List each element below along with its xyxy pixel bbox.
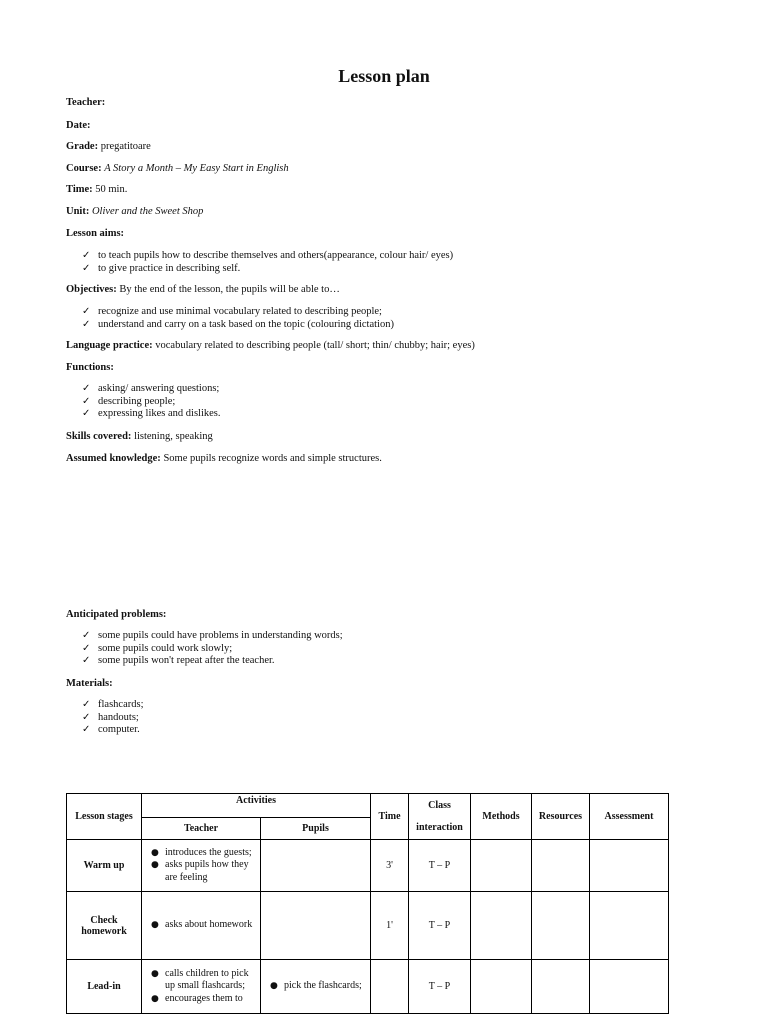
- header-class: Class: [428, 800, 451, 811]
- page-title: Lesson plan: [338, 66, 430, 86]
- check-icon: ✓: [82, 306, 91, 317]
- table-row: [67, 960, 669, 1014]
- assessment-cell: [590, 892, 669, 960]
- assessment-cell: [590, 840, 669, 892]
- time-cell: [371, 960, 409, 1014]
- unit-line: [66, 206, 203, 217]
- check-icon: ✓: [82, 642, 91, 654]
- header-teacher: Teacher: [142, 818, 261, 840]
- bullet-icon: ●: [151, 968, 159, 979]
- unit-label: Unit:: [66, 206, 90, 217]
- list-item: ✓ recognize and use minimal vocabulary related to describing people;: [82, 306, 382, 317]
- assumed-value: Some pupils recognize words and simple structures.: [163, 453, 382, 464]
- teacher-cell: [142, 892, 261, 960]
- list-item: ✓ asking/ answering questions;: [82, 383, 220, 394]
- pupils-cell: [261, 960, 371, 1014]
- methods-cell: [471, 892, 532, 960]
- list-item: ✓ some pupils could work slowly;: [82, 642, 233, 654]
- list-item: ● calls children to pick up small flashcards;: [151, 967, 249, 992]
- functions-label: Functions:: [66, 362, 114, 373]
- teacher-cell: [142, 840, 261, 892]
- list-item: ✓ computer.: [82, 724, 140, 736]
- list-item: ✓ describing people;: [82, 395, 176, 407]
- assumed-line: [66, 453, 382, 464]
- table-row: [67, 892, 669, 960]
- assessment-cell: [590, 960, 669, 1014]
- check-icon: ✓: [82, 318, 91, 330]
- time-value: 50 min.: [95, 184, 128, 195]
- interaction-cell: T – P: [409, 892, 471, 960]
- check-icon: ✓: [82, 724, 91, 736]
- language-line: [66, 340, 475, 351]
- teacher-cell: [142, 960, 261, 1014]
- table-header-row: [67, 794, 669, 818]
- grade-line: [66, 141, 151, 152]
- check-icon: ✓: [82, 250, 91, 261]
- grade-value: pregatitoare: [100, 141, 151, 152]
- course-line: [66, 163, 289, 174]
- aims-label: Lesson aims:: [66, 228, 125, 239]
- language-value: vocabulary related to describing people (tall/ short; thin/ chubby; hair; eyes): [155, 340, 475, 351]
- list-item: ✓ to give practice in describing self.: [82, 262, 241, 274]
- stage-cell: Lead-in: [67, 960, 142, 1014]
- functions-list: [82, 383, 220, 421]
- pupils-cell: [261, 840, 371, 892]
- header-time: Time: [371, 794, 409, 840]
- objectives-list: [82, 306, 394, 331]
- header-pupils: Pupils: [261, 818, 371, 840]
- list-item: ✓ to teach pupils how to describe themselves and others(appearance, colour hair/ eyes): [82, 250, 454, 261]
- list-item: ● pick the flashcards;: [270, 980, 362, 992]
- check-icon: ✓: [82, 630, 91, 641]
- materials-line: [66, 678, 113, 689]
- header-resources: Resources: [532, 794, 590, 840]
- pupils-cell: [261, 892, 371, 960]
- skills-value: listening, speaking: [134, 431, 213, 442]
- skills-line: [66, 431, 213, 442]
- lesson-plan-table: [66, 793, 669, 1014]
- list-item: ✓ flashcards;: [82, 699, 144, 710]
- list-item: ● introduces the guests;: [151, 846, 252, 858]
- grade-label: Grade:: [66, 141, 99, 152]
- materials-label: Materials:: [66, 678, 113, 689]
- table-row: [67, 840, 669, 892]
- functions-line: [66, 362, 114, 373]
- header-lesson-stages: Lesson stages: [67, 794, 142, 840]
- check-icon: ✓: [82, 699, 91, 710]
- methods-cell: [471, 840, 532, 892]
- time-label: Time:: [66, 184, 93, 195]
- list-item: ● asks pupils how they are feeling: [151, 859, 249, 883]
- time-line: [66, 184, 127, 195]
- bullet-icon: ●: [151, 993, 159, 1004]
- bullet-icon: ●: [270, 981, 278, 992]
- course-label: Course:: [66, 163, 102, 174]
- check-icon: ✓: [82, 262, 91, 274]
- check-icon: ✓: [82, 383, 91, 394]
- list-item: ● encourages them to: [151, 992, 243, 1004]
- teacher-line: [66, 97, 105, 108]
- methods-cell: [471, 960, 532, 1014]
- header-activities: Activities: [142, 794, 371, 818]
- problems-label: Anticipated problems:: [66, 609, 167, 620]
- header-interaction: interaction: [416, 822, 463, 833]
- assumed-label: Assumed knowledge:: [66, 453, 161, 464]
- bullet-icon: ●: [151, 920, 159, 931]
- time-cell: 1': [371, 892, 409, 960]
- check-icon: ✓: [82, 408, 91, 420]
- resources-cell: [532, 892, 590, 960]
- stage-cell: Check homework: [67, 892, 142, 960]
- interaction-cell: T – P: [409, 840, 471, 892]
- objectives-label: Objectives:: [66, 284, 117, 295]
- check-icon: ✓: [82, 655, 91, 667]
- header-methods: Methods: [471, 794, 532, 840]
- bullet-icon: ●: [151, 860, 159, 871]
- stage-cell: Warm up: [67, 840, 142, 892]
- resources-cell: [532, 840, 590, 892]
- objectives-line: [66, 284, 340, 295]
- resources-cell: [532, 960, 590, 1014]
- check-icon: ✓: [82, 395, 91, 407]
- aims-list: [82, 250, 453, 275]
- time-cell: 3': [371, 840, 409, 892]
- bullet-icon: ●: [151, 847, 159, 858]
- list-item: ✓ understand and carry on a task based on the topic (colouring dictation): [82, 318, 394, 330]
- date-line: [66, 120, 91, 131]
- problems-list: [82, 630, 343, 668]
- course-value: A Story a Month – My Easy Start in English: [104, 163, 289, 174]
- list-item: ● asks about homework: [151, 919, 253, 931]
- interaction-cell: T – P: [409, 960, 471, 1014]
- unit-value: Oliver and the Sweet Shop: [91, 206, 204, 217]
- list-item: ✓ some pupils won't repeat after the teacher.: [82, 655, 275, 667]
- materials-list: [82, 699, 143, 737]
- list-item: ✓ some pupils could have problems in understanding words;: [82, 630, 343, 641]
- list-item: ✓ expressing likes and dislikes.: [82, 408, 221, 420]
- skills-label: Skills covered:: [66, 431, 132, 442]
- check-icon: ✓: [82, 711, 91, 723]
- header-assessment: Assessment: [590, 794, 669, 840]
- header-class-interaction: [409, 794, 471, 840]
- date-label: Date:: [66, 120, 91, 131]
- aims-line: [66, 228, 124, 239]
- problems-line: [66, 609, 166, 620]
- objectives-value: By the end of the lesson, the pupils will be able to…: [119, 284, 340, 295]
- teacher-label: Teacher:: [66, 97, 106, 108]
- list-item: ✓ handouts;: [82, 711, 139, 723]
- language-label: Language practice:: [66, 340, 153, 351]
